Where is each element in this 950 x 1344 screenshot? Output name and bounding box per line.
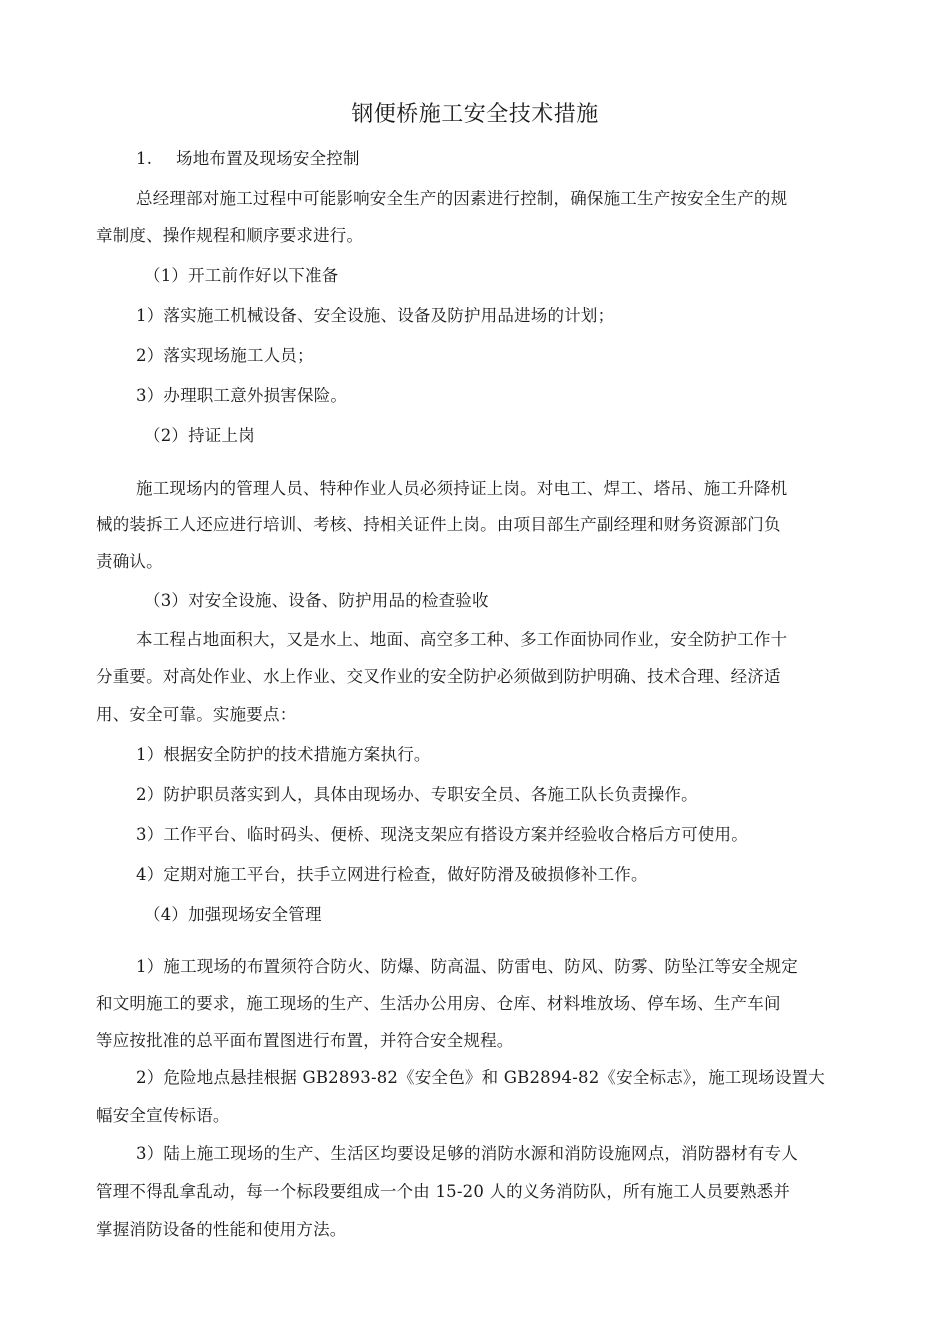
paragraph-line: 管理不得乱拿乱动，每一个标段要组成一个由 15-20 人的义务消防队，所有施工人员要熟悉并 <box>96 1182 791 1201</box>
list-item: 2）防护职员落实到人，具体由现场办、专职安全员、各施工队长负责操作。 <box>136 785 698 804</box>
list-item: 2）落实现场施工人员； <box>136 346 314 365</box>
list-item: 1）根据安全防护的技术措施方案执行。 <box>136 745 431 764</box>
subheading: （1）开工前作好以下准备 <box>144 266 339 285</box>
subheading: （2）持证上岗 <box>144 426 255 445</box>
section-heading-text: 场地布置及现场安全控制 <box>176 149 360 168</box>
paragraph-line: 责确认。 <box>96 552 163 571</box>
paragraph-line: 施工现场内的管理人员、特种作业人员必须持证上岗。对电工、焊工、塔吊、施工升降机 <box>136 479 788 498</box>
paragraph-line: 械的装拆工人还应进行培训、考核、持相关证件上岗。由项目部生产副经理和财务资源部门负 <box>96 515 781 534</box>
paragraph-line: 2）危险地点悬挂根据 GB2893-82《安全色》和 GB2894-82《安全标志》，施工现场设置大 <box>136 1068 825 1087</box>
paragraph-line: 幅安全宣传标语。 <box>96 1106 230 1125</box>
list-item: 3）办理职工意外损害保险。 <box>136 386 348 405</box>
paragraph-line: 等应按批准的总平面布置图进行布置，并符合安全规程。 <box>96 1031 514 1050</box>
list-item: 3）工作平台、临时码头、便桥、现浇支架应有搭设方案并经验收合格后方可使用。 <box>136 825 748 844</box>
list-item: 4）定期对施工平台，扶手立网进行检查，做好防滑及破损修补工作。 <box>136 865 648 884</box>
paragraph-line: 分重要。对高处作业、水上作业、交叉作业的安全防护必须做到防护明确、技术合理、经济适 <box>96 667 781 686</box>
paragraph-line: 总经理部对施工过程中可能影响安全生产的因素进行控制，确保施工生产按安全生产的规 <box>136 189 788 208</box>
page-title: 钢便桥施工安全技术措施 <box>351 102 599 127</box>
section-heading <box>136 140 896 177</box>
paragraph-line: 和文明施工的要求，施工现场的生产、生活办公用房、仓库、材料堆放场、停车场、生产车间 <box>96 994 781 1013</box>
paragraph-line: 3）陆上施工现场的生产、生活区均要设足够的消防水源和消防设施网点，消防器材有专人 <box>136 1144 798 1163</box>
subheading: （3）对安全设施、设备、防护用品的检查验收 <box>144 591 489 610</box>
paragraph-line: 用、安全可靠。实施要点： <box>96 705 297 724</box>
paragraph-line: 掌握消防设备的性能和使用方法。 <box>96 1220 347 1239</box>
section-number: 1. <box>136 149 153 168</box>
subheading: （4）加强现场安全管理 <box>144 905 322 924</box>
paragraph-line: 本工程占地面积大，又是水上、地面、高空多工种、多工作面协同作业，安全防护工作十 <box>136 630 788 649</box>
paragraph-line: 章制度、操作规程和顺序要求进行。 <box>96 226 364 245</box>
paragraph-line: 1）施工现场的布置须符合防火、防爆、防高温、防雷电、防风、防雾、防坠江等安全规定 <box>136 957 798 976</box>
list-item: 1）落实施工机械设备、安全设施、设备及防护用品进场的计划； <box>136 306 615 325</box>
